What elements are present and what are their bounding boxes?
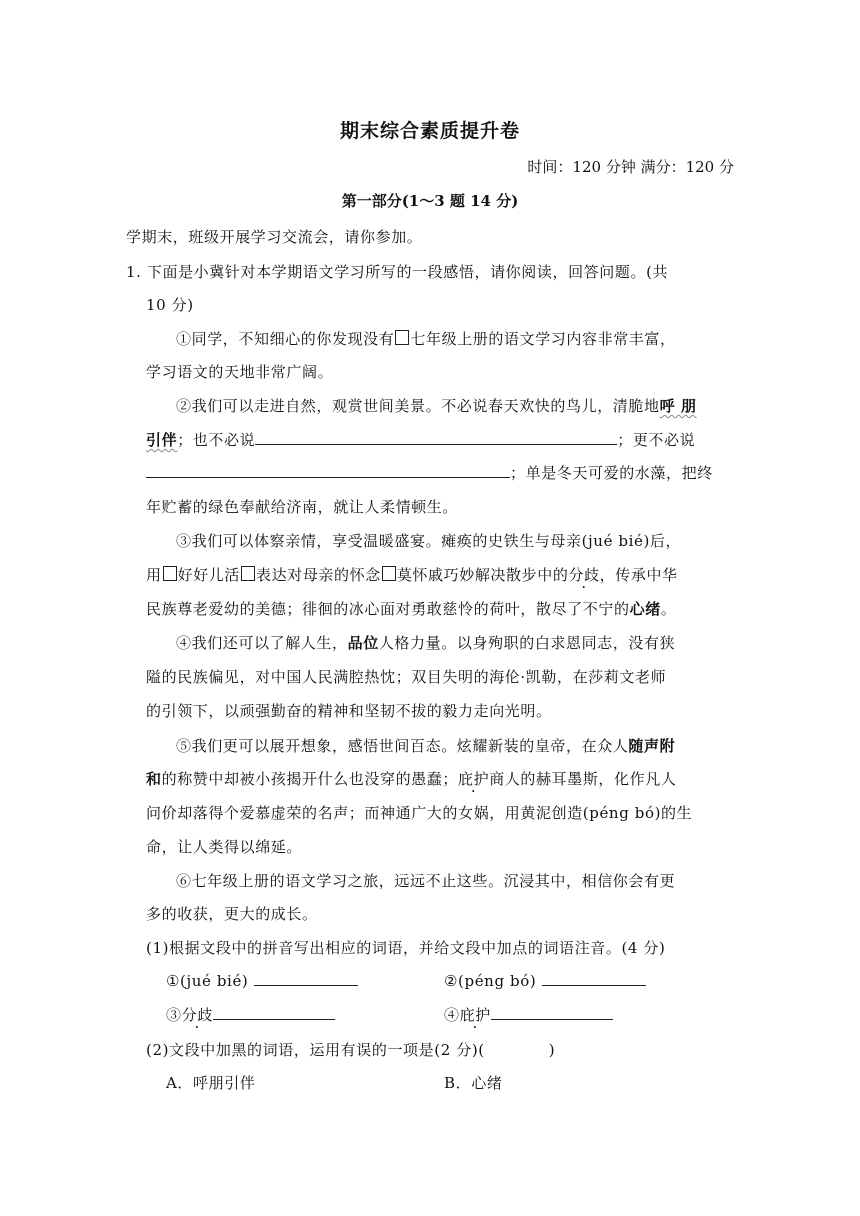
passage-p3-line3: [146, 598, 676, 619]
p3-text-g: ，传承中华: [599, 566, 678, 584]
p4-text-a: ④我们还可以了解人生，: [176, 634, 348, 652]
p3-text-b: 用: [146, 566, 162, 584]
p5-text-a: ⑤我们更可以展开想象，感悟世间百态。炫耀新装的皇帝，在众人: [176, 737, 629, 755]
dotted-word-fenqi: 分歧: [568, 566, 600, 584]
p2-text-f: ；单是冬天可爱的水藻，把终: [510, 464, 713, 482]
bold-word-yinban: 引伴: [146, 431, 178, 449]
passage-p2-line1: [176, 395, 697, 416]
answer-blank-2[interactable]: [542, 971, 646, 986]
item-1-label: ①(jué bié): [166, 972, 249, 990]
p1-text-b: 七年级上册的语文学习内容非常丰富，: [410, 330, 676, 348]
p3-text-c: 好好儿活: [177, 566, 241, 584]
bold-word-suishengfu: 随声附: [628, 737, 676, 755]
p5-text-d: 的称赞中却被小孩揭开什么也没穿的愚蠢；: [161, 770, 459, 788]
bold-word-pinwei: 品位: [347, 634, 379, 652]
passage-p5-line2: [146, 768, 676, 789]
p4-text-c: 人格力量。以身殉职的白求恩同志，没有狭: [378, 634, 676, 652]
passage-p5-line1: [176, 735, 675, 756]
item-3-word: 分歧: [181, 1006, 213, 1024]
passage-p2-line2: [146, 429, 695, 450]
passage-p6-line1: ⑥七年级上册的语文学习之旅，远远不止这些。沉浸其中，相信你会有更: [176, 872, 676, 890]
p1-text-a: ①同学，不知细心的你发现没有: [176, 330, 395, 348]
item-3-prefix: ③: [166, 1006, 182, 1024]
passage-p4-line1: [176, 632, 675, 653]
option-a[interactable]: A．呼朋引伴: [166, 1074, 256, 1092]
p3-text-e: 莫怀戚巧妙解决散步中的: [396, 566, 569, 584]
sub-question-1-item-4: [444, 1004, 613, 1025]
answer-blank-4[interactable]: [491, 1005, 613, 1020]
item-4-word: 庇护: [459, 1006, 491, 1024]
passage-p5-line3: 问价却落得个爱慕虚荣的名声；而神通广大的女娲，用黄泥创造(péng bó)的生: [146, 804, 693, 822]
section-heading-text: 第一部分(1～3 题 14 分): [341, 192, 519, 210]
passage-p2-line3: [146, 462, 713, 483]
exam-meta: 时间：120 分钟 满分：120 分: [527, 158, 734, 176]
passage-p3-line2: [146, 564, 678, 585]
item-4-prefix: ④: [444, 1006, 460, 1024]
p2-text-d: ；也不必说: [177, 431, 256, 449]
fill-blank-2[interactable]: [146, 463, 510, 478]
sub-question-1-item-3: [166, 1004, 335, 1025]
passage-p3-line1: ③我们可以体察亲情，享受温暖盛宴。瘫痪的史铁生与母亲(jué bié)后，: [176, 532, 682, 550]
punctuation-blank-box[interactable]: [382, 566, 396, 581]
passage-p1-line1: [176, 328, 676, 349]
section-heading: [0, 190, 860, 211]
passage-p5-line4: 命，让人类得以绵延。: [146, 838, 303, 856]
intro-text: 学期末，班级开展学习交流会，请你参加。: [126, 228, 423, 246]
punctuation-blank-box[interactable]: [241, 566, 255, 581]
passage-p4-line2: 隘的民族偏见，对中国人民满腔热忱；双目失明的海伦·凯勒，在莎莉文老师: [146, 668, 667, 686]
sub-question-1-stem: (1)根据文段中的拼音写出相应的词语，并给文段中加点的词语注音。(4 分): [146, 939, 666, 957]
option-b[interactable]: B．心绪: [444, 1074, 503, 1092]
answer-blank-1[interactable]: [254, 971, 358, 986]
p3-text-h: 民族尊老爱幼的美德；徘徊的冰心面对勇敢慈怜的荷叶，散尽了不宁的: [146, 600, 630, 618]
bold-word-hupeng: 呼 朋: [659, 397, 697, 415]
p3-text-j: 。: [660, 600, 677, 618]
bold-word-xinxu: 心绪: [629, 600, 661, 618]
p2-text-e: ；更不必说: [617, 431, 696, 449]
punctuation-blank-box[interactable]: [395, 330, 409, 345]
passage-p6-line2: 多的收获，更大的成长。: [146, 905, 318, 923]
answer-blank-3[interactable]: [213, 1005, 335, 1020]
passage-p1-line2: 学习语文的天地非常广阔。: [146, 363, 334, 381]
sub-question-2-text: (2)文段中加黑的词语，运用有误的一项是(2 分)(: [146, 1041, 485, 1059]
p3-text-d: 表达对母亲的怀念: [256, 566, 381, 584]
passage-p4-line3: 的引领下，以顽强勤奋的精神和坚韧不拔的毅力走向光明。: [146, 702, 552, 720]
sub-question-2-stem: [146, 1039, 555, 1060]
sub-question-1-item-2: [444, 971, 646, 990]
question-1-stem: 1. 下面是小冀针对本学期语文学习所写的一段感悟，请你阅读，回答问题。(共: [126, 263, 669, 281]
sub-question-2-close: ): [548, 1041, 556, 1059]
sub-question-1-item-1: [166, 971, 358, 990]
dotted-word-bihu: 庇护: [458, 770, 490, 788]
bold-word-he: 和: [146, 770, 162, 788]
p2-text-a: ②我们可以走进自然，观赏世间美景。不必说春天欢快的鸟儿，清脆地: [176, 397, 660, 415]
question-1-stem-cont: 10 分): [146, 296, 194, 314]
page-title: 期末综合素质提升卷: [339, 120, 520, 142]
punctuation-blank-box[interactable]: [163, 566, 177, 581]
item-2-label: ②(péng bó): [444, 972, 537, 990]
passage-p2-line4: 年贮蓄的绿色奉献给济南，就让人柔情顿生。: [146, 498, 459, 516]
fill-blank-1[interactable]: [255, 430, 617, 445]
p5-text-f: 商人的赫耳墨斯，化作凡人: [489, 770, 677, 788]
